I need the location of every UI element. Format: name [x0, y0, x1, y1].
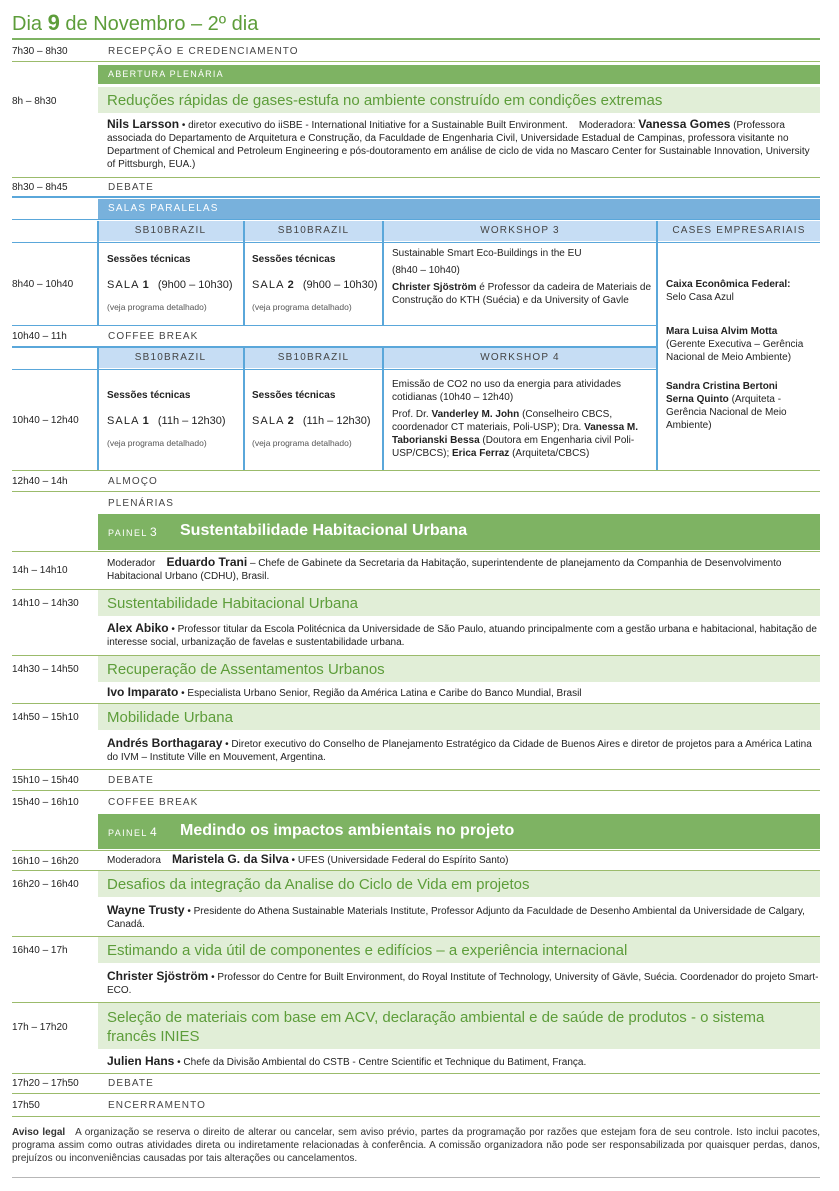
- time-r1: 7h30 – 8h30: [12, 46, 68, 57]
- p3a-desc: Alex Abiko • Professor titular da Escola Politécnica da Universidade de São Paulo, atuando principalmente com a gestão urbana e habitacional, habitação de interesse social, urbanização de favelas e sustentabilidade urbana.: [107, 621, 817, 648]
- time-block1: 8h40 – 10h40: [12, 279, 74, 290]
- p4c-title: Seleção de materiais com base em ACV, declaração ambiental e de saúde de produtos - o sistema francês INIES: [107, 1009, 765, 1045]
- label-encerramento: ENCERRAMENTO: [108, 1100, 207, 1111]
- page-title: [12, 10, 258, 36]
- time-debate2: 15h10 – 15h40: [12, 775, 79, 786]
- p4mod-desc: Moderadora Maristela G. da Silva • UFES (Universidade Federal do Espírito Santo): [107, 852, 509, 866]
- label-r1: RECEPÇÃO E CREDENCIAMENTO: [108, 46, 299, 57]
- block1-s1: Sessões técnicas SALA 1 (9h00 – 10h30) (veja programa detalhado): [107, 254, 233, 312]
- painel4-title: Medindo os impactos ambientais no projeto: [180, 822, 515, 839]
- label-debate2: DEBATE: [108, 775, 154, 786]
- salas-label: SALAS PARALELAS: [108, 203, 219, 214]
- p3b-desc: Ivo Imparato • Especialista Urbano Senior, Região da América Latina e Caribe do Banco Mundial, Brasil: [107, 685, 582, 699]
- salas-bar: [98, 199, 820, 219]
- block1-s2: Sessões técnicas SALA 2 (9h00 – 10h30) (veja programa detalhado): [252, 254, 378, 312]
- time-p3mod: 14h – 14h10: [12, 565, 68, 576]
- p4c-desc: Julien Hans • Chefe da Divisão Ambiental do CSTB - Centre Scientific et Technique du Batiment, França.: [107, 1054, 587, 1068]
- col1-header: SB10BRAZIL: [98, 221, 243, 241]
- label-debate3: DEBATE: [108, 1078, 154, 1089]
- time-p4mod: 16h10 – 16h20: [12, 856, 79, 867]
- col1-header-2: SB10BRAZIL: [98, 348, 243, 368]
- time-block2: 10h40 – 12h40: [12, 415, 79, 426]
- block2-s1: Sessões técnicas SALA 1 (11h – 12h30) (veja programa detalhado): [107, 390, 226, 448]
- label-r3: DEBATE: [108, 182, 154, 193]
- p4b-desc: Christer Sjöström • Professor do Centre for Built Environment, do Royal Institute of Technology, University of Gävle, Suécia. Coordenador do projeto Smart-ECO.: [107, 969, 819, 996]
- time-p4c: 17h – 17h20: [12, 1022, 68, 1033]
- col3-header: WORKSHOP 3: [384, 221, 656, 241]
- cases-column: Caixa Econômica Federal: Selo Casa Azul Mara Luisa Alvim Motta (Gerente Executiva – Gerência Nacional de Meio Ambiente) Sandra Cristina Bertoni Serna Quinto (Arquiteta - Gerência Nacional de Meio Ambiente): [666, 279, 804, 431]
- col2-header-2: SB10BRAZIL: [245, 348, 382, 368]
- col4-header: CASES EMPRESARIAIS: [658, 221, 820, 241]
- p3b-title: Recuperação de Assentamentos Urbanos: [107, 661, 385, 678]
- painel3-bar: PAINEL 3 Sustentabilidade Habitacional Urbana: [98, 514, 820, 550]
- time-p3b: 14h30 – 14h50: [12, 664, 79, 675]
- col2-header: SB10BRAZIL: [245, 221, 382, 241]
- painel3-title: Sustentabilidade Habitacional Urbana: [180, 522, 468, 539]
- p4a-desc: Wayne Trusty • Presidente do Athena Sustainable Materials Institute, Professor Adjunto da Faculdade de Desenho Ambiental da Universidade de Calgary, Canadá.: [107, 903, 805, 930]
- time-almoco: 12h40 – 14h: [12, 476, 68, 487]
- block2-s2: Sessões técnicas SALA 2 (11h – 12h30) (veja programa detalhado): [252, 390, 371, 448]
- p3mod-desc: Moderador Eduardo Trani – Chefe de Gabinete da Secretaria da Habitação, superintendente de planejamento da Companhia de Desenvolvimento Habitacional Urbano (CDHU), Brasil.: [107, 555, 782, 582]
- painel4-bar: PAINEL 4 Medindo os impactos ambientais no projeto: [98, 814, 820, 849]
- aviso-legal: Aviso legal A organização se reserva o direito de alterar ou cancelar, sem aviso prévio, partes da programação por razões que estejam fora de seu controle. Isto inclui pacotes, programa assim como outras atividades direta ou indiretamente relacionadas à conferência. A comissão organizadora não pode ser responsabilizada por quaisquer perdas, danos, prejuízos ou inconveniências causadas por tais alterações ou cancelamentos.: [12, 1127, 820, 1164]
- col3-header-2: WORKSHOP 4: [384, 348, 656, 368]
- label-coffee2: COFFEE BREAK: [108, 797, 199, 808]
- r2-title: Reduções rápidas de gases-estufa no ambiente construído em condições extremas: [107, 92, 663, 109]
- title-pre: Dia: [12, 13, 43, 35]
- p3c-desc: Andrés Borthagaray • Diretor executivo do Conselho de Planejamento Estratégico da Cidade de Buenos Aires e diretor de projetos para a América Latina do IVM – Institute Ville en Mouvement, Argentina.: [107, 736, 812, 763]
- block2-ws: Emissão de CO2 no uso da energia para atividades cotidianas (10h40 – 12h40) Prof. Dr. Vanderley M. John (Conselheiro CBCS, coordenador CT materiais, Poli-USP); Dra. Vanessa M. Taborianski Bessa (Doutora em Engenharia civil Poli-USP/CBCS); Erica Ferraz (Arquiteta/CBCS): [392, 379, 639, 459]
- abertura-label: ABERTURA PLENÁRIA: [108, 69, 224, 79]
- time-p4b: 16h40 – 17h: [12, 945, 68, 956]
- p4b-title: Estimando a vida útil de componentes e edifícios – a experiência internacional: [107, 942, 628, 959]
- p3a-title: Sustentabilidade Habitacional Urbana: [107, 595, 359, 612]
- abertura-bar: [98, 65, 820, 84]
- time-p4a: 16h20 – 16h40: [12, 879, 79, 890]
- time-coffee1: 10h40 – 11h: [12, 331, 67, 342]
- block1-ws: Sustainable Smart Eco-Buildings in the EU (8h40 – 10h40) Christer Sjöström é Professor da cadeira de Materiais de Construção do KTH (Suécia) e da University of Gavle: [392, 248, 652, 306]
- time-encerramento: 17h50: [12, 1100, 40, 1111]
- time-r3: 8h30 – 8h45: [12, 182, 68, 193]
- p3c-title: Mobilidade Urbana: [107, 709, 233, 726]
- label-almoco: ALMOÇO: [108, 476, 158, 487]
- label-plenarias: PLENÁRIAS: [108, 498, 175, 509]
- time-p3c: 14h50 – 15h10: [12, 712, 79, 723]
- time-p3a: 14h10 – 14h30: [12, 598, 79, 609]
- time-coffee2: 15h40 – 16h10: [12, 797, 79, 808]
- r2-desc: Nils Larsson • diretor executivo do iiSBE - International Initiative for a Sustainable Built Environment. Moderadora: Vanessa Gomes (Professora associada do Departamento de Arquitetura e Construção, da Faculdade de Engenharia Civil, Universidade Estadual de Campinas, professora visitante no Department of Chemical and Petroleum Engineering e pós-doutoramento em análise de ciclo de vida no Mascaro Center for Sustainable Innovation, University of Pittsburgh, EUA.): [107, 117, 810, 170]
- time-debate3: 17h20 – 17h50: [12, 1078, 79, 1089]
- title-post: de Novembro – 2º dia: [65, 13, 259, 35]
- title-day: 9: [47, 10, 60, 35]
- label-coffee1: COFFEE BREAK: [108, 331, 199, 342]
- time-r2: 8h – 8h30: [12, 96, 57, 107]
- p4a-title: Desafios da integração da Analise do Ciclo de Vida em projetos: [107, 876, 530, 893]
